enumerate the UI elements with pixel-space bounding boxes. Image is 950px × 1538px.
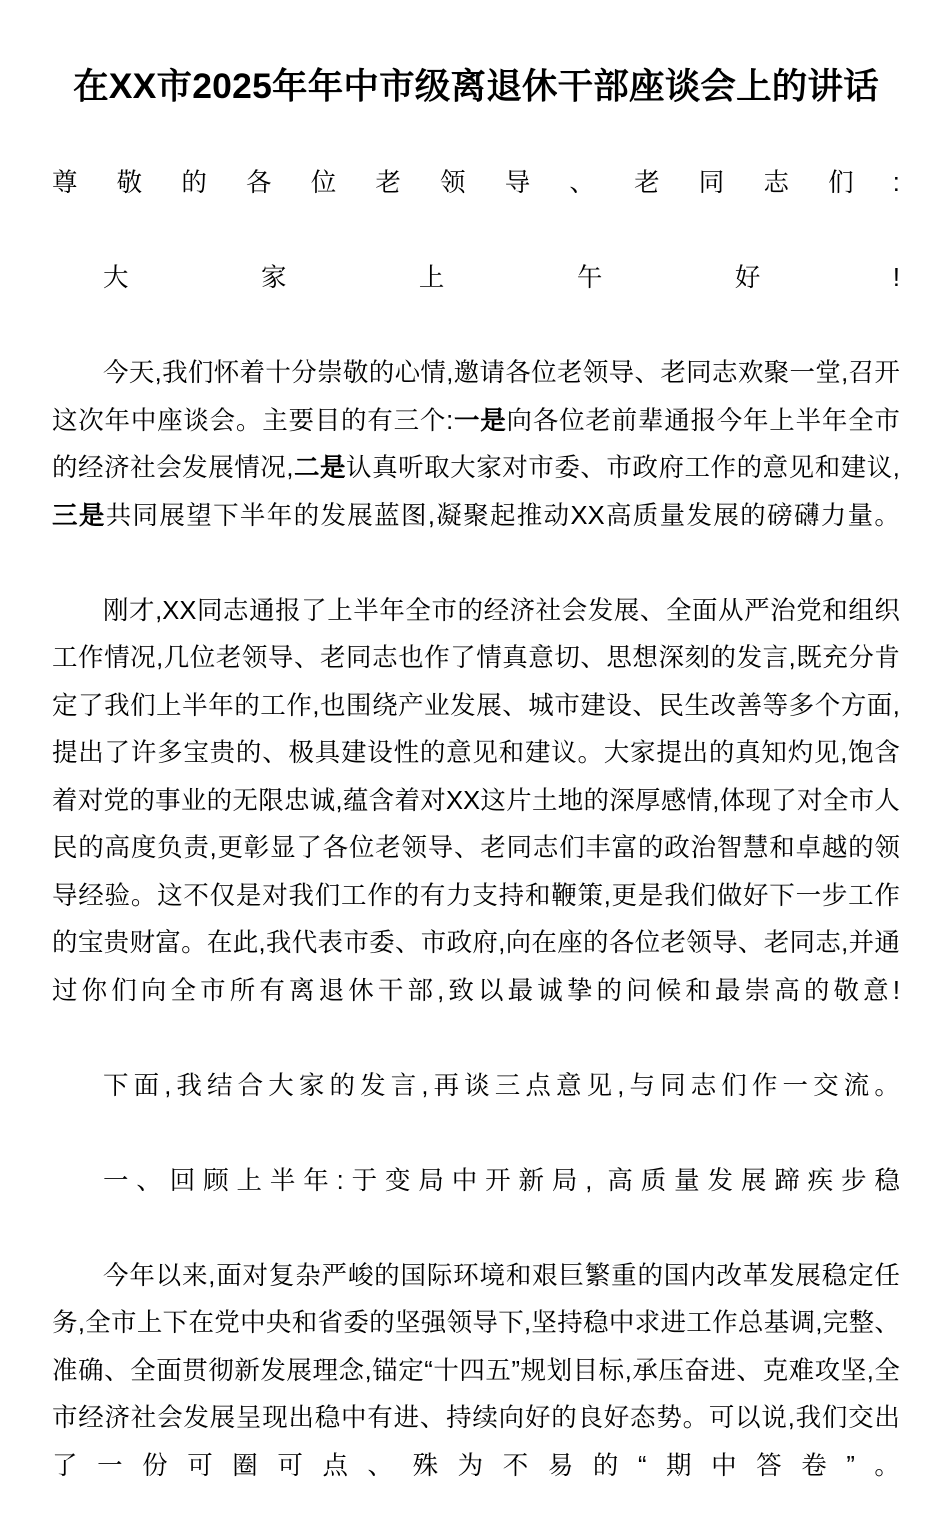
purpose-point-two-label: 二是 xyxy=(293,454,347,482)
purpose-point-three-text: 共同展望下半年的发展蓝图,凝聚起推动XX高质量发展的磅礴力量。 xyxy=(105,501,901,530)
purpose-point-one-text: 向各位老前辈通报今年上半年全市的经济社会发展情况, xyxy=(52,406,900,482)
section-heading-one: 一、回顾上半年:于变局中开新局, 高质量发展蹄疾步稳 xyxy=(103,1166,900,1195)
purpose-paragraph xyxy=(52,350,900,588)
purpose-lead-text: 今天,我们怀着十分崇敬的心情,邀请各位老领导、老同志欢聚一堂,召开这次年中座谈会。主要目的有三个: xyxy=(52,359,900,435)
greeting-paragraph: 大家上午好! xyxy=(103,264,900,292)
purpose-point-two-text: 认真听取大家对市委、市政府工作的意见和建议, xyxy=(346,454,900,482)
thanks-paragraph: 刚才,XX同志通报了上半年全市的经济社会发展、全面从严治党和组织工作情况,几位老领导、老同志也作了情真意切、思想深刻的发言,既充分肯定了我们上半年的工作,也围绕产业发展、城市建设、民生改善等多个方面,提出了许多宝贵的、极具建设性的意见和建议。大家提出的真知灼见,饱含着对党的事业的无限忠诚,蕴含着对XX这片土地的深厚感情,体现了对全市人民的高度负责,更彰显了各位老领导、老同志们丰富的政治智慧和卓越的领导经验。这不仅是对我们工作的有力支持和鞭策,更是我们做好下一步工作的宝贵财富。在此,我代表市委、市政府,向在座的各位老领导、老同志,并通过你们向全市所有离退休干部,致以最诚挚的问候和最崇高的敬意! xyxy=(52,596,900,1005)
section-one-body-paragraph: 今年以来,面对复杂严峻的国际环境和艰巨繁重的国内改革发展稳定任务,全市上下在党中央和省委的坚强领导下,坚持稳中求进工作总基调,完整、准确、全面贯彻新发展理念,锚定“十四五”规划目标,承压奋进、克难攻坚,全市经济社会发展呈现出稳中有进、持续向好的良好态势。可以说,我们交出了一份可圈可点、殊为不易的“期中答卷”。 xyxy=(52,1261,900,1480)
purpose-point-three-label: 三是 xyxy=(52,501,106,530)
page-title: 在XX市2025年年中市级离退休干部座谈会上的讲话 xyxy=(73,66,879,106)
transition-paragraph: 下面,我结合大家的发言,再谈三点意见,与同志们作一交流。 xyxy=(103,1071,900,1100)
purpose-point-one-label: 一是 xyxy=(453,406,507,435)
salutation-paragraph: 尊敬的各位老领导、老同志们: xyxy=(52,169,900,197)
document-body xyxy=(52,160,900,1538)
